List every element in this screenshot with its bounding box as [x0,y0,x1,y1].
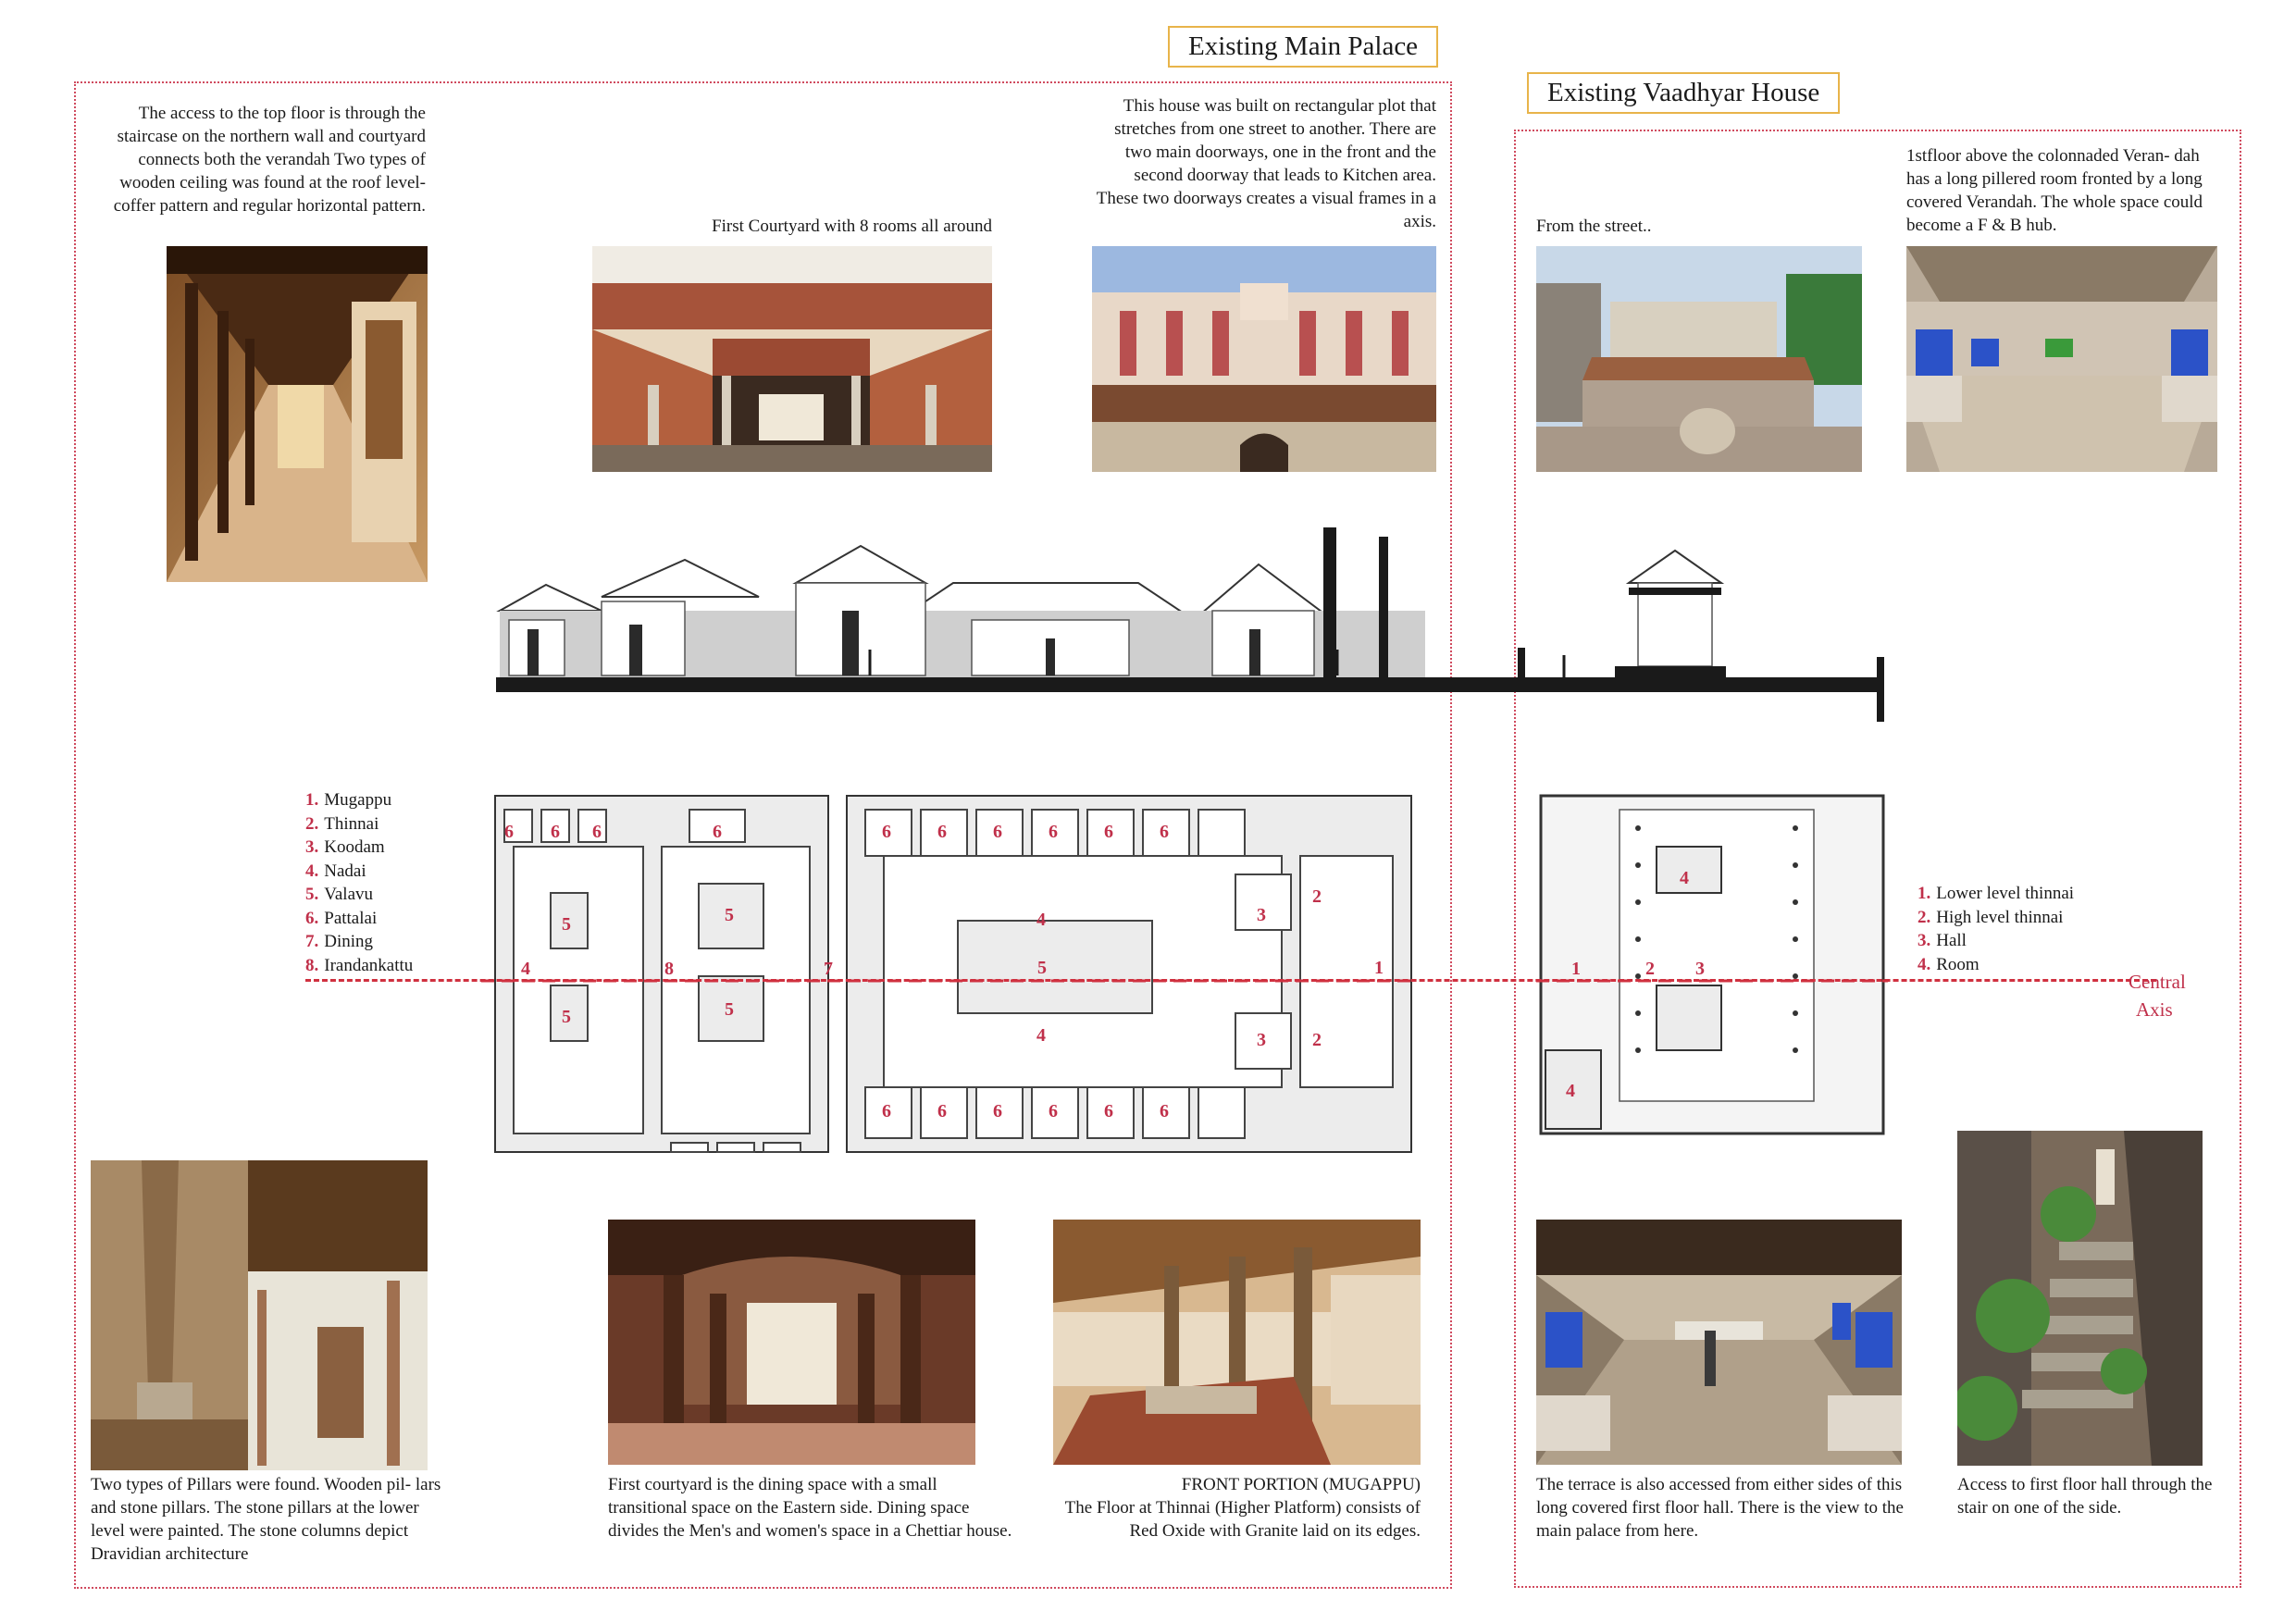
caption-first-courtyard: First Courtyard with 8 rooms all around [712,217,992,236]
caption-front-portion: The Floor at Thinnai (Higher Platform) consists of Red Oxide with Granite laid on its edges. [1064,1498,1421,1541]
legend-item: 6. Pattalai [305,908,378,928]
terrace-photo [1536,1220,1902,1465]
caption-pillars: Two types of Pillars were found. Wooden pil- lars and stone pillars. The stone pillars at the lower level were painted. The stone columns depict Dravidian architecture [91,1475,441,1564]
caption-house-plot: This house was built on rectangular plot that stretches from one street to another. There are two main doorways, one in the front and the second doorway that leads to Kitchen area. These two doorways creates a visual frames in a axis. [1096,96,1436,231]
legend-item: 7. Dining [305,932,374,951]
plan-label-room: 5 [562,1007,571,1027]
plan-label-room: 6 [592,822,602,842]
corridor-photo [167,246,428,582]
legend-item: 4. Room [1917,954,1980,974]
plan-label-room: 6 [1049,822,1058,842]
street-view-photo [1536,246,1862,472]
plan-label-room: 6 [713,822,722,842]
legend-item: 1. Lower level thinnai [1917,884,2075,903]
plan-label-room: 3 [1257,905,1266,925]
legend-item: 5. Valavu [305,885,374,904]
central-axis-label: Central Axis [2128,971,2186,1021]
plan-label-room: 6 [1104,822,1113,842]
section-drawing [490,518,1888,731]
plan-label-room: 6 [993,822,1002,842]
plan-label-room: 6 [1160,822,1169,842]
caption-front-portion-title: FRONT PORTION (MUGAPPU) [1181,1475,1421,1494]
plan-label-room: 6 [882,1101,891,1121]
caption-from-street: From the street.. [1536,217,1652,236]
plan-label-room: 4 [1680,868,1689,888]
main-palace-title: Existing Main Palace [1168,26,1438,68]
plan-label-room: 6 [993,1101,1002,1121]
plan-label-room: 6 [504,822,514,842]
caption-stair-access: Access to first floor hall through the stair on one of the side. [1957,1475,2213,1518]
plan-label-room: 4 [1036,910,1046,930]
plan-label-room: 2 [1312,886,1322,907]
first-courtyard-photo [592,246,992,472]
stair-photo [1957,1131,2203,1466]
house-floor-plan [1536,791,1888,1143]
legend-item: 2. Thinnai [305,813,379,834]
plan-label-room: 1 [1571,959,1581,979]
plan-label-room: 5 [562,914,571,935]
plan-label-room: 6 [1160,1101,1169,1121]
plan-label-room: 6 [1049,1101,1058,1121]
plan-label-room: 5 [725,905,734,925]
pillars-photo [91,1160,428,1470]
dining-photo [608,1220,975,1465]
plan-label-room: 3 [1257,1030,1266,1050]
plan-label-room: 4 [1566,1081,1575,1101]
plan-label-room: 2 [1312,1030,1322,1050]
plan-label-room: 6 [1104,1101,1113,1121]
caption-terrace: The terrace is also accessed from either sides of this long covered first floor hall. There is the view to the main palace from here. [1536,1475,1904,1541]
plan-label-room: 6 [937,822,947,842]
plan-label-room: 4 [521,959,530,979]
caption-top-floor: The access to the top floor is through the staircase on the northern wall and courtyard connects both the verandah Two types of wooden ceiling was found at the roof level- coffer pattern and regular horizontal pattern. [113,104,426,216]
plan-label-room: 7 [824,959,833,979]
plan-label-room: 2 [1645,959,1655,979]
plan-label-room: 6 [937,1101,947,1121]
palace-legend [305,788,413,977]
plan-label-room: 5 [1037,958,1047,978]
plan-label-room: 1 [1374,958,1384,978]
legend-item: 3. Hall [1917,931,1967,950]
plan-label-room: 5 [725,999,734,1020]
vaadhyar-house-title: Existing Vaadhyar House [1527,72,1840,114]
first-floor-room-photo [1906,246,2217,472]
palace-floor-plan [477,791,1430,1189]
plan-label-room: 6 [551,822,560,842]
plan-label-room: 3 [1695,959,1705,979]
plan-label-room: 4 [1036,1025,1046,1046]
palace-facade-photo [1092,246,1436,472]
legend-item: 3. Koodam [305,837,385,857]
mugappu-photo [1053,1220,1421,1465]
caption-dining: First courtyard is the dining space with a small transitional space on the Eastern side. Dining space divides the Men's and women's space in a Chettiar house. [608,1475,1012,1541]
house-legend [1917,882,2074,976]
legend-item: 2. High level thinnai [1917,907,2064,927]
legend-item: 1. Mugappu [305,790,392,810]
plan-label-room: 8 [664,959,674,979]
caption-first-floor-room: 1stfloor above the colonnaded Veran- dah has a long pillered room fronted by a long covered Verandah. The whole space could become a F & B hub. [1906,146,2203,235]
legend-item: 4. Nadai [305,861,366,881]
legend-item: 8. Irandankattu [305,955,414,975]
central-axis-line [305,979,2156,985]
plan-label-room: 6 [882,822,891,842]
